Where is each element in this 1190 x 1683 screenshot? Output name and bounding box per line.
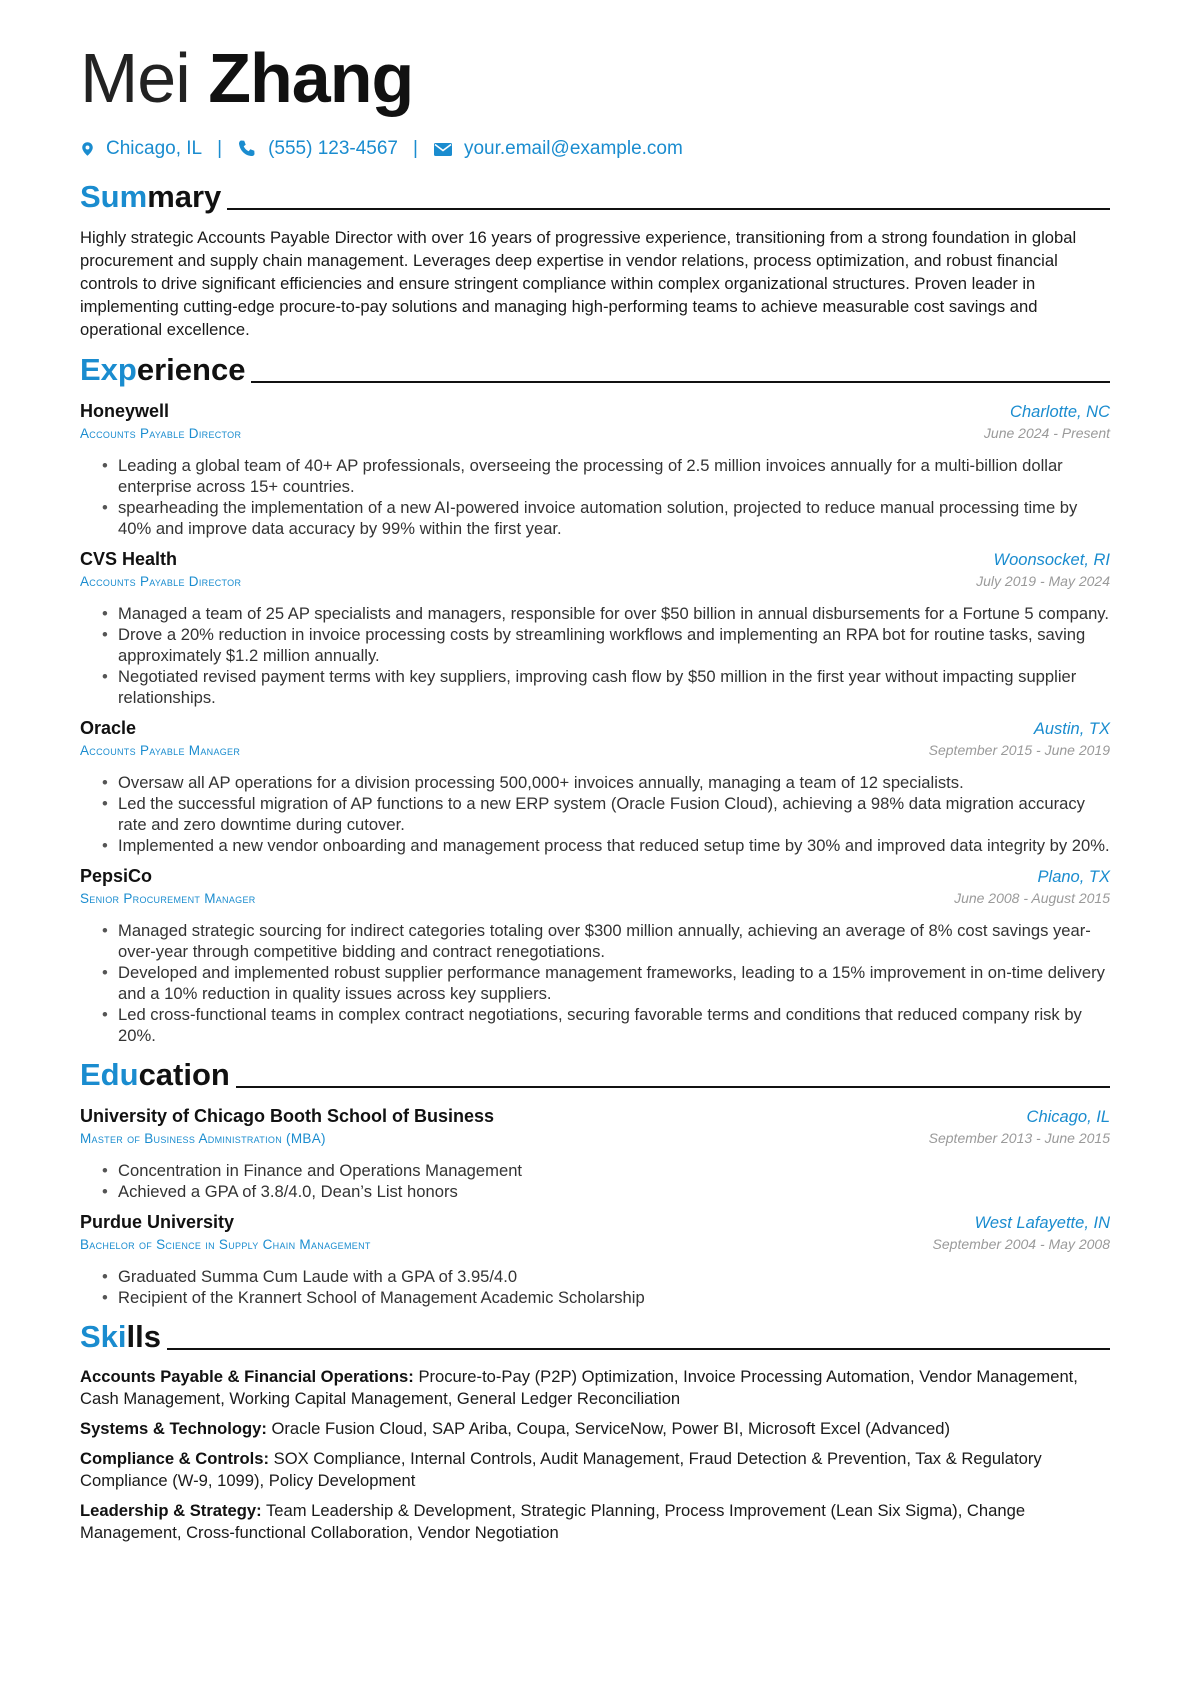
job-bullets — [80, 920, 1110, 1046]
skill-items: SOX Compliance, Internal Controls, Audit Management, Fraud Detection & Prevention, Tax & Regulatory Compliance (W-9, 1099), Policy Development — [80, 1449, 1042, 1490]
bullet-item: • Graduated Summa Cum Laude with a GPA of 3.95/4.0 — [118, 1266, 1110, 1287]
company-name: Honeywell — [80, 401, 170, 421]
education-entry — [80, 1212, 1110, 1308]
bullet-item: • Managed a team of 25 AP specialists and managers, responsible for over $50 billion in annual disbursements for a Fortune 5 company. — [118, 603, 1110, 624]
section-rule — [251, 381, 1110, 383]
title-accent: Exp — [80, 352, 137, 387]
title-accent: Sum — [80, 179, 148, 214]
section-rule — [236, 1086, 1110, 1088]
skill-label: Leadership & Strategy: — [80, 1501, 262, 1520]
title-accent: Edu — [80, 1057, 139, 1092]
section-title — [80, 1318, 161, 1356]
job-entry — [80, 866, 1110, 1046]
company-name: CVS Health — [80, 549, 178, 569]
section-rule — [167, 1348, 1110, 1350]
skill-label: Systems & Technology: — [80, 1419, 267, 1438]
bullet-item: • Achieved a GPA of 3.8/4.0, Dean’s List honors — [118, 1181, 1110, 1202]
first-name: Mei — [80, 39, 190, 117]
job-title: Senior Procurement Manager — [80, 891, 256, 906]
section-title — [80, 1056, 230, 1094]
job-dates: July 2019 - May 2024 — [976, 573, 1110, 589]
title-rest: lls — [126, 1319, 161, 1354]
bullet-item: • Concentration in Finance and Operations Management — [118, 1160, 1110, 1181]
phone-icon — [237, 139, 257, 159]
job-bullets — [80, 772, 1110, 856]
school-location: Chicago, IL — [1026, 1108, 1110, 1126]
last-name: Zhang — [208, 39, 414, 117]
envelope-icon — [433, 139, 453, 159]
contact-phone[interactable] — [237, 138, 398, 160]
skill-group — [80, 1448, 1110, 1492]
skill-items: Procure-to-Pay (P2P) Optimization, Invoice Processing Automation, Vendor Management, Cash Management, Working Capital Management, General Ledger Reconciliation — [80, 1367, 1078, 1408]
title-rest: cation — [138, 1057, 230, 1092]
skill-group — [80, 1500, 1110, 1544]
job-dates: June 2008 - August 2015 — [954, 890, 1110, 906]
bullet-item: • Drove a 20% reduction in invoice processing costs by streamlining workflows and implementing an RPA bot for routine tasks, saving approximately $1.2 million annually. — [118, 624, 1110, 666]
bullet-item: • Led cross-functional teams in complex contract negotiations, securing favorable terms and conditions that reduced company risk by 20%. — [118, 1004, 1110, 1046]
education-bullets — [80, 1160, 1110, 1202]
skill-label: Accounts Payable & Financial Operations: — [80, 1367, 414, 1386]
skill-label: Compliance & Controls: — [80, 1449, 269, 1468]
contact-email[interactable] — [433, 138, 683, 160]
school-dates: September 2013 - June 2015 — [928, 1130, 1110, 1146]
job-entry — [80, 718, 1110, 856]
company-name: PepsiCo — [80, 866, 153, 886]
job-entry — [80, 549, 1110, 708]
contact-bar — [80, 136, 1110, 162]
education-section — [80, 1054, 1110, 1308]
contact-location — [80, 138, 202, 160]
job-title: Accounts Payable Manager — [80, 743, 241, 758]
summary-text: Highly strategic Accounts Payable Director with over 16 years of progressive experience, transitioning from a strong foundation in global procurement and supply chain management. Leverages deep expertise in vendor relations, process optimization, and robust financial controls to drive significant efficiencies and ensure stringent compliance within complex organizational structures. Proven leader in implementing cutting-edge procure-to-pay solutions and managing high-performing teams to achieve measurable cost savings and operational excellence. — [80, 228, 1077, 339]
summary-section — [80, 176, 1110, 341]
bullet-item: • spearheading the implementation of a new AI-powered invoice automation solution, projected to reduce manual processing time by 40% and improve data accuracy by 99% within the first year. — [118, 497, 1110, 539]
job-title: Accounts Payable Director — [80, 574, 242, 589]
education-heading — [80, 1054, 1110, 1094]
bullet-item: • Oversaw all AP operations for a division processing 500,000+ invoices annually, managing a team of 12 specialists. — [118, 772, 1110, 793]
education-bullets — [80, 1266, 1110, 1308]
skills-heading — [80, 1316, 1110, 1356]
email-link: your.email@example.com — [463, 138, 683, 159]
title-rest: mary — [147, 179, 222, 214]
bullet-item: • Developed and implemented robust supplier performance management frameworks, leading to a 15% improvement in on-time delivery and a 10% reduction in quality issues across key suppliers. — [118, 962, 1110, 1004]
school-name: Purdue University — [80, 1212, 235, 1232]
section-title — [80, 178, 221, 216]
title-accent: Ski — [80, 1319, 127, 1354]
experience-section — [80, 349, 1110, 1046]
skill-group — [80, 1366, 1110, 1410]
bullet-item: • Leading a global team of 40+ AP professionals, overseeing the processing of 2.5 million invoices annually for a multi-billion dollar enterprise across 15+ countries. — [118, 455, 1110, 497]
degree: Bachelor of Science in Supply Chain Management — [80, 1237, 371, 1252]
bullet-item: • Managed strategic sourcing for indirect categories totaling over $300 million annually, achieving an average of 8% cost savings year-over-year through competitive bidding and contract renegotiations. — [118, 920, 1110, 962]
section-title — [80, 351, 245, 389]
job-dates: June 2024 - Present — [983, 425, 1110, 441]
skills-section — [80, 1316, 1110, 1544]
job-bullets — [80, 455, 1110, 539]
skill-items: Oracle Fusion Cloud, SAP Ariba, Coupa, ServiceNow, Power BI, Microsoft Excel (Advanced) — [271, 1419, 950, 1438]
candidate-name — [80, 36, 1110, 120]
company-name: Oracle — [80, 718, 137, 738]
phone-text: (555) 123-4567 — [268, 138, 398, 159]
section-rule — [227, 208, 1110, 210]
contact-separator: | — [413, 138, 418, 159]
job-location: Austin, TX — [1033, 720, 1110, 738]
summary-heading — [80, 176, 1110, 216]
school-dates: September 2004 - May 2008 — [932, 1236, 1110, 1252]
job-entry — [80, 401, 1110, 539]
bullet-item: • Implemented a new vendor onboarding and management process that reduced setup time by 30% and improved data integrity by 20%. — [118, 835, 1110, 856]
job-location: Woonsocket, RI — [993, 551, 1110, 569]
bullet-item: • Recipient of the Krannert School of Management Academic Scholarship — [118, 1287, 1110, 1308]
experience-heading — [80, 349, 1110, 389]
location-text: Chicago, IL — [106, 138, 203, 159]
skill-items: Team Leadership & Development, Strategic Planning, Process Improvement (Lean Six Sigma), Change Management, Cross-functional Collaboration, Vendor Negotiation — [80, 1501, 1026, 1542]
bullet-item: • Led the successful migration of AP functions to a new ERP system (Oracle Fusion Cloud), achieving a 98% data migration accuracy rate and zero downtime during cutover. — [118, 793, 1110, 835]
degree: Master of Business Administration (MBA) — [80, 1131, 326, 1146]
bullet-item: • Negotiated revised payment terms with key suppliers, improving cash flow by $50 million in the first year without impacting supplier relationships. — [118, 666, 1110, 708]
job-bullets — [80, 603, 1110, 708]
skill-group — [80, 1418, 1110, 1440]
job-title: Accounts Payable Director — [80, 426, 242, 441]
school-name: University of Chicago Booth School of Business — [80, 1106, 495, 1126]
school-location: West Lafayette, IN — [974, 1214, 1110, 1232]
contact-separator: | — [217, 138, 223, 159]
title-rest: erience — [136, 352, 246, 387]
map-pin-icon — [80, 139, 95, 159]
job-location: Plano, TX — [1037, 868, 1110, 886]
education-entry — [80, 1106, 1110, 1202]
job-dates: September 2015 - June 2019 — [928, 742, 1110, 758]
job-location: Charlotte, NC — [1010, 403, 1110, 421]
